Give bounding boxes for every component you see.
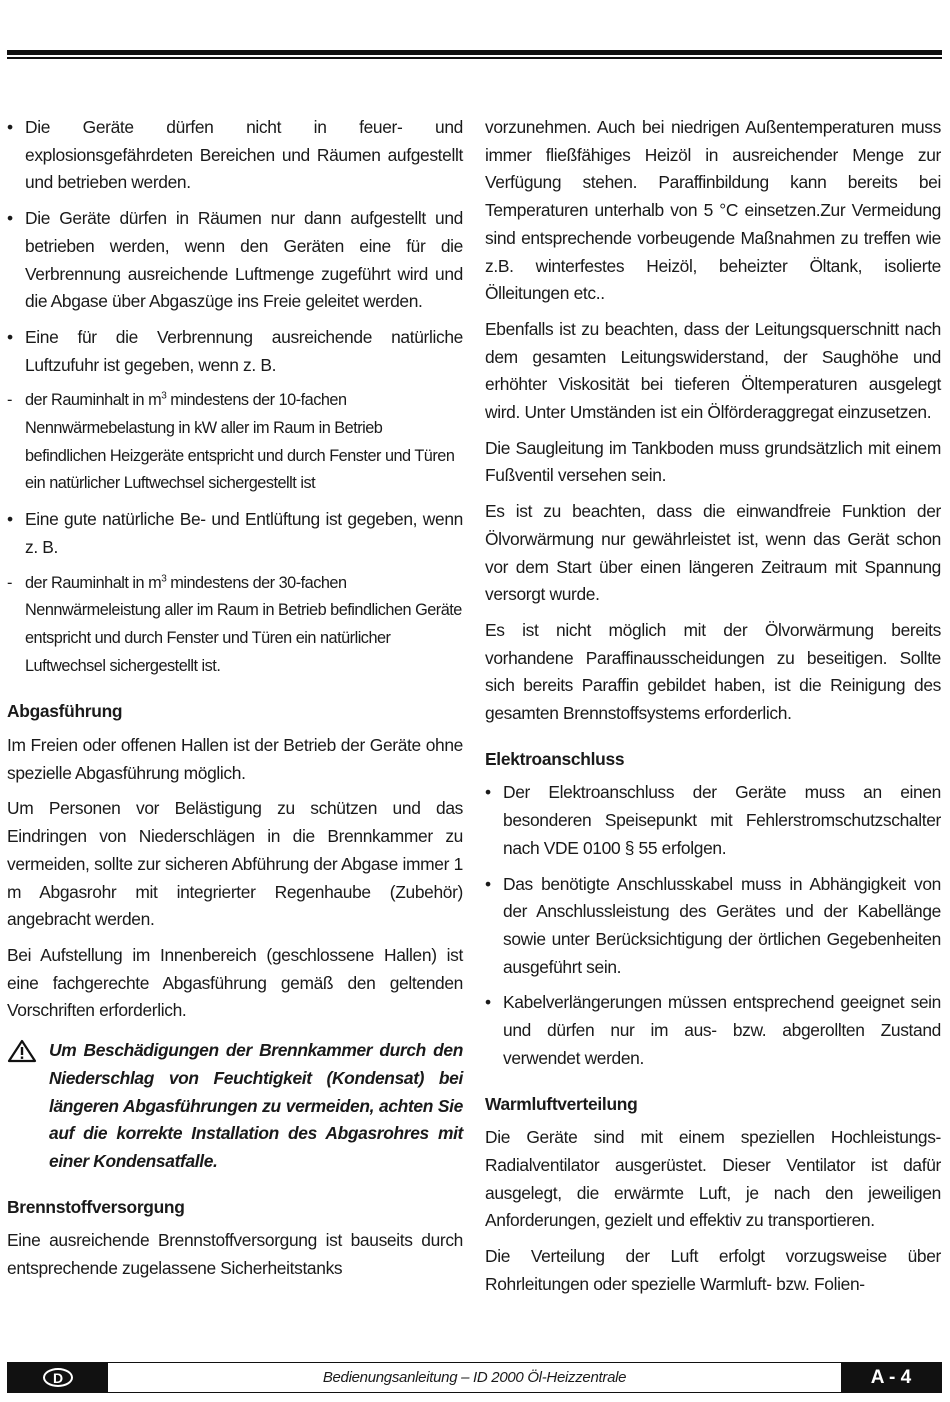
paragraph: vorzunehmen. Auch bei niedrigen Außentemperaturen muss immer fließfähiges Heizöl in ausreichender Menge zur Verfügung stehen. Paraffinbildung kann bereits bei Temperaturen unterhalb von 5 °C einsetzen.Zur Vermeidung sind entsprechende vorbeugende Maßnahmen zu treffen wie z.B. winterfestes Heizöl, beheizter Öltank, isolierte Ölleitungen etc.. — [485, 117, 941, 304]
paragraph: Es ist zu beachten, dass die einwandfreie Funktion der Ölvorwärmung nur gewährleistet ist, wenn das Gerät schon vor dem Start über einen längeren Zeitraum mit Spannung versorgt wurde. — [485, 501, 941, 605]
dash-text-pre: der Rauminhalt in m — [25, 573, 162, 592]
list-item-text: Eine für die Verbrennung ausreichende natürliche Luftzufuhr ist gegeben, wenn z. B. — [25, 326, 463, 375]
list-item-text: Kabelverlängerungen müssen entsprechend geeignet sein und dürfen nur im aus- bzw. abgerollten Zustand verwendet werden. — [503, 992, 941, 1068]
paragraph: Um Personen vor Belästigung zu schützen und das Eindringen von Niederschlägen in die Brennkammer zu vermeiden, sollte zur sicheren Abführung der Abgase immer 1 m Abgasrohr mit integrierter Regenhaube (Zubehör) angebracht werden. — [7, 798, 463, 930]
heading-abgasfuehrung: Abgasführung — [7, 701, 123, 722]
document-title: Bedienungsanleitung – ID 2000 Öl-Heizzentrale — [322, 1369, 627, 1386]
top-rule — [7, 50, 942, 55]
bullet-marker: • — [7, 326, 13, 347]
paragraph: Die Saugleitung im Tankboden muss grundsätzlich mit einem Fußventil versehen sein. — [485, 437, 941, 486]
heading-elektroanschluss: Elektroanschluss — [485, 748, 625, 769]
warning-text: Um Beschädigungen der Brennkammer durch den Niederschlag von Feuchtigkeit (Kondensat) bei längeren Abgasführungen zu vermeiden, achten Sie auf die korrekte Installation des Abgasrohres mit einer Kondensatfalle. — [49, 1040, 463, 1171]
dash-item-text — [25, 387, 463, 498]
superscript: 3 — [161, 390, 167, 402]
language-badge — [8, 1363, 108, 1392]
list-item — [7, 205, 463, 316]
heading-warmluftverteilung: Warmluftverteilung — [485, 1093, 638, 1114]
list-item — [485, 989, 941, 1072]
list-item-text: Die Geräte dürfen nicht in feuer- und explosionsgefährdeten Bereichen und Räumen aufgestellt und betrieben werden. — [25, 117, 463, 193]
bullet-marker: • — [7, 208, 13, 229]
list-item-text: Das benötigte Anschlusskabel muss in Abhängigkeit von der Anschlussleistung des Gerätes und der Kabellänge sowie unter Berücksichtigung der örtlichen Gegebenheiten ausgeführt sein. — [503, 873, 941, 977]
paragraph: Bei Aufstellung im Innenbereich (geschlossene Hallen) ist eine fachgerechte Abgasführung gemäß den geltenden Vorschriften erforderlich. — [7, 944, 463, 1021]
warning-triangle-icon — [7, 1037, 49, 1176]
bullet-marker: • — [485, 873, 491, 894]
list-item-text: Der Elektroanschluss der Geräte muss an einen besonderen Speisepunkt mit Fehlerstromschutzschalter nach VDE 0100 § 55 erfolgen. — [503, 782, 941, 858]
list-item-text: Eine gute natürliche Be- und Entlüftung ist gegeben, wenn z. B. — [25, 509, 463, 557]
paragraph: Es ist nicht möglich mit der Ölvorwärmung bereits vorhandene Paraffinausscheidungen zu beseitigen. Sollte sich bereits Paraffin gebildet haben, ist die Reinigung des gesamten Brennstoffsystems erforderlich. — [485, 619, 941, 724]
paragraph: Die Verteilung der Luft erfolgt vorzugsweise über Rohrleitungen oder spezielle Warmluft- bzw. Folien- — [485, 1246, 941, 1294]
right-column — [485, 114, 941, 1306]
dash-item — [7, 570, 463, 681]
paragraph: Im Freien oder offenen Hallen ist der Betrieb der Geräte ohne spezielle Abgasführung möglich. — [7, 735, 463, 783]
bullet-marker: • — [7, 117, 13, 137]
list-item — [7, 506, 463, 561]
dash-marker: - — [7, 573, 12, 592]
superscript: 3 — [161, 573, 167, 585]
paragraph: Ebenfalls ist zu beachten, dass der Leitungsquerschnitt nach dem gesamten Leitungswiderstand, der Saughöhe und erhöhter Viskosität bei tieferen Öltemperaturen ausgelegt wird. Unter Umständen ist ein Ölförderaggregat einzusetzen. — [485, 318, 941, 423]
bullet-marker: • — [485, 992, 491, 1013]
list-item — [7, 114, 463, 197]
dash-text-post: mindestens der 30-fachen Nennwärmeleistung aller im Raum in Betrieb befindlichen Geräte entspricht und durch Fenster und Türen ein natürlicher Luftwechsel sichergestellt ist. — [25, 573, 462, 675]
top-rule-thin — [7, 57, 942, 59]
dash-item-text — [25, 570, 463, 681]
list-item — [485, 871, 941, 982]
dash-text-post: mindestens der 10-fachen Nennwärmebelastung in kW aller im Raum in Betrieb befindlichen Heizgeräte entspricht und durch Fenster und Türen ein natürlicher Luftwechsel sichergestellt ist — [25, 391, 455, 493]
bullet-marker: • — [485, 782, 491, 803]
list-item-text: Die Geräte dürfen in Räumen nur dann aufgestellt und betrieben werden, wenn den Geräten eine für die Verbrennung ausreichende Luftmenge zugeführt wird und die Abgase über Abgaszüge ins Freie geleitet werden. — [25, 208, 463, 312]
heading-brennstoffversorgung: Brennstoffversorgung — [7, 1196, 185, 1217]
dash-text-pre: der Rauminhalt in m — [25, 391, 162, 410]
warning-note — [7, 1037, 463, 1176]
list-item — [485, 779, 941, 862]
paragraph: Die Geräte sind mit einem speziellen Hochleistungs-Radialventilator ausgerüstet. Dieser Ventilator ist dafür ausgelegt, die erwärmte Luft, je nach den jeweiligen Anforderungen, gezielt und effektiv zu transportieren. — [485, 1127, 941, 1231]
language-code: D — [43, 1368, 73, 1387]
list-item — [7, 324, 463, 379]
page-number: A - 4 — [841, 1363, 941, 1392]
bullet-marker: • — [7, 509, 13, 530]
dash-marker: - — [7, 391, 12, 410]
dash-item — [7, 387, 463, 498]
paragraph: Eine ausreichende Brennstoffversorgung ist bauseits durch entsprechende zugelassene Sicherheitstanks — [7, 1230, 463, 1279]
page-footer — [7, 1362, 942, 1393]
left-column — [7, 114, 463, 1291]
